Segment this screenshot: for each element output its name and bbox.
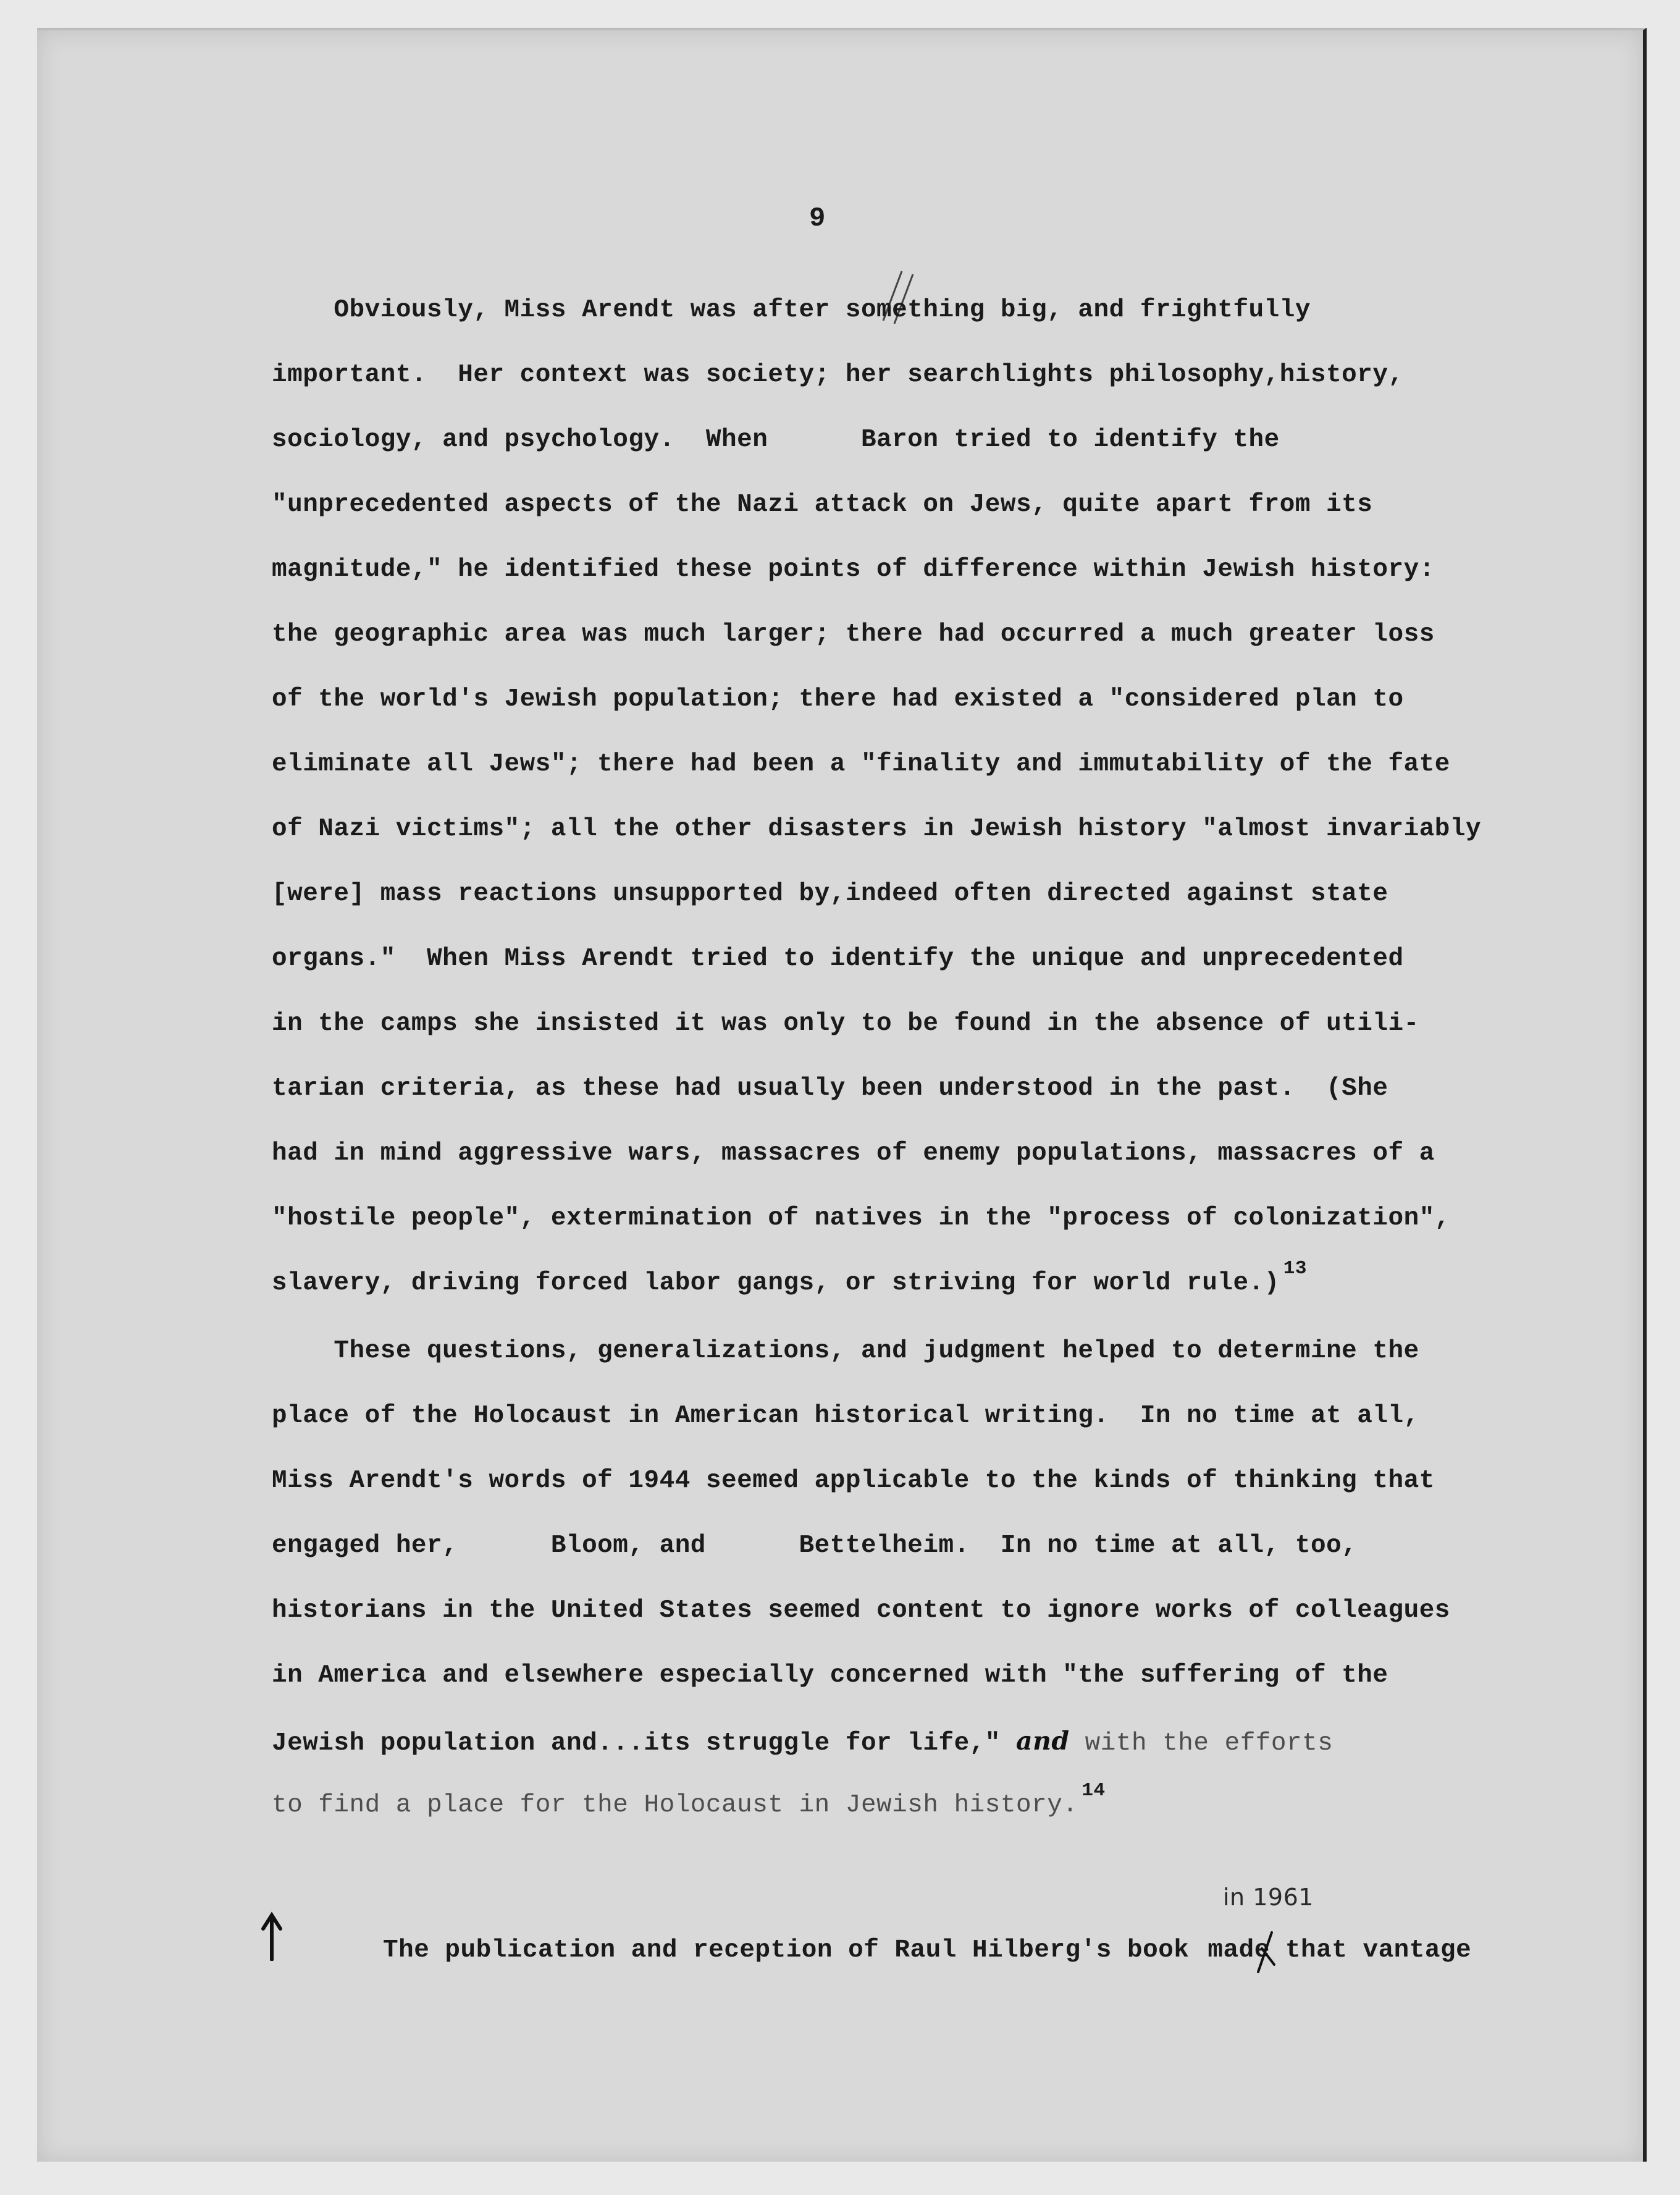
text-line-content: Jewish population and...its struggle for life," <box>272 1729 1016 1758</box>
footnote-13: 13 <box>1283 1258 1307 1279</box>
text-line: Miss Arendt's words of 1944 seemed applicable to the kinds of thinking that <box>272 1467 1435 1495</box>
text-line-content: slavery, driving forced labor gangs, or striving for world rule.) <box>272 1269 1280 1297</box>
page-number: 9 <box>809 203 826 234</box>
text-line <box>272 1726 1333 1758</box>
handwritten-insertion-above: in 1961 <box>1223 1884 1314 1911</box>
text-line-content: The publication and reception of Raul Hilberg's book <box>383 1936 1190 1965</box>
text-line: [were] mass reactions unsupported by,indeed often directed against state <box>272 880 1388 908</box>
text-line: Obviously, Miss Arendt was after something big, and frightfully <box>272 296 1311 324</box>
text-line: "unprecedented aspects of the Nazi attack on Jews, quite apart from its <box>272 491 1373 519</box>
text-line: eliminate all Jews"; there had been a "finality and immutability of the fate <box>272 750 1450 778</box>
text-line: of the world's Jewish population; there had existed a "considered plan to <box>272 685 1404 714</box>
text-line <box>383 1936 1471 1965</box>
faint-typed-insert: with the efforts <box>1069 1729 1334 1758</box>
text-line: organs." When Miss Arendt tried to identify the unique and unprecedented <box>272 945 1404 973</box>
text-line: in America and elsewhere especially concerned with "the suffering of the <box>272 1661 1388 1690</box>
text-line: tarian criteria, as these had usually been understood in the past. (She <box>272 1074 1388 1103</box>
text-line: These questions, generalizations, and judgment helped to determine the <box>272 1337 1419 1365</box>
text-line <box>272 1780 1106 1819</box>
text-line: magnitude," he identified these points of difference within Jewish history: <box>272 555 1435 584</box>
text-line: sociology, and psychology. When Baron tried to identify the <box>272 426 1280 454</box>
document-page <box>37 28 1647 2162</box>
text-line: "hostile people", extermination of natives in the "process of colonization", <box>272 1204 1450 1232</box>
handwritten-insert: and <box>1016 1726 1070 1756</box>
text-line-content: to find a place for the Holocaust in Jewish history. <box>272 1791 1078 1819</box>
text-line: had in mind aggressive wars, massacres of enemy populations, massacres of a <box>272 1139 1435 1168</box>
text-line: of Nazi victims"; all the other disasters in Jewish history "almost invariably <box>272 815 1482 843</box>
text-line: the geographic area was much larger; there had occurred a much greater loss <box>272 620 1435 649</box>
up-arrow-icon <box>259 1911 284 1961</box>
footnote-14: 14 <box>1082 1780 1106 1801</box>
text-line: engaged her, Bloom, and Bettelheim. In no time at all, too, <box>272 1531 1358 1560</box>
text-line: historians in the United States seemed content to ignore works of colleagues <box>272 1596 1450 1625</box>
text-line <box>272 1258 1307 1297</box>
text-line: important. Her context was society; her searchlights philosophy,history, <box>272 361 1404 389</box>
text-line: in the camps she insisted it was only to be found in the absence of utili- <box>272 1009 1419 1038</box>
text-line: place of the Holocaust in American historical writing. In no time at all, <box>272 1402 1419 1430</box>
text-line-continuation: made that vantage <box>1208 1936 1472 1965</box>
insertion-caret-icon <box>1257 1930 1275 1973</box>
